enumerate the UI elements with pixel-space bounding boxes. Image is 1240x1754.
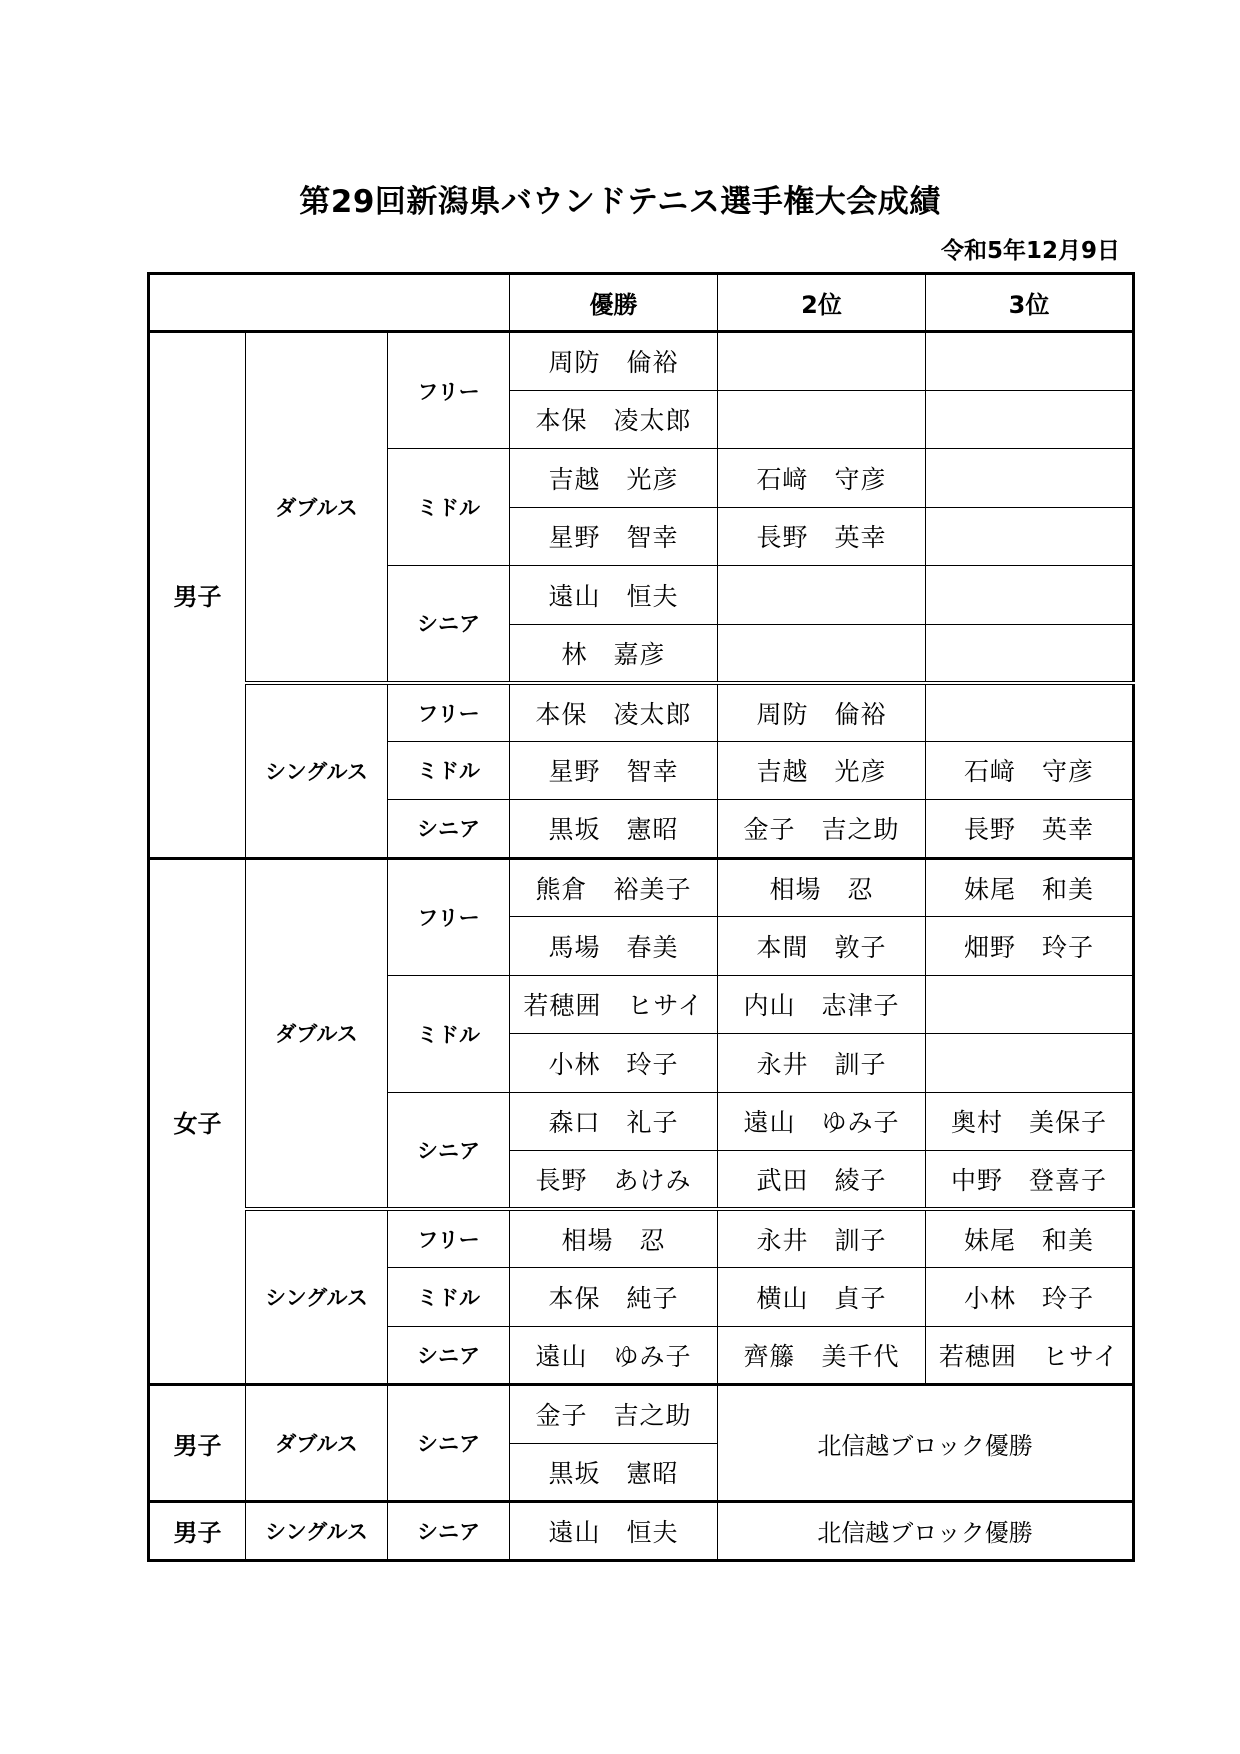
women-doubles-middle-first-1: 若穂囲 ヒサイ [510,975,718,1034]
men-singles-senior-first: 黒坂 憲昭 [510,800,718,859]
block-singles-men-label: 男子 [149,1502,246,1561]
women-doubles-senior-first-1: 森口 礼子 [510,1092,718,1151]
men-doubles-senior-third-1 [926,566,1134,625]
block-doubles-first-2: 黒坂 憲昭 [510,1443,718,1502]
women-doubles-free-label: フリー [388,858,510,975]
men-doubles-senior-third-2 [926,624,1134,683]
women-singles-middle-label: ミドル [388,1268,510,1327]
block-doubles-senior-label: シニア [388,1385,510,1502]
women-singles-free-third: 妹尾 和美 [926,1209,1134,1268]
men-doubles-middle-third-2 [926,507,1134,566]
women-doubles-senior-third-2: 中野 登喜子 [926,1151,1134,1210]
block-singles-senior-label: シニア [388,1502,510,1561]
block-doubles-men-label: 男子 [149,1385,246,1502]
women-doubles-middle-second-2: 永井 訓子 [718,1034,926,1093]
men-singles-middle-label: ミドル [388,741,510,800]
men-singles-free-label: フリー [388,683,510,742]
women-singles-label: シングルス [246,1209,388,1385]
women-doubles-senior-second-2: 武田 綾子 [718,1151,926,1210]
women-singles-free-label: フリー [388,1209,510,1268]
women-doubles-label: ダブルス [246,858,388,1209]
men-doubles-free-second-2 [718,390,926,449]
women-doubles-senior-second-1: 遠山 ゆみ子 [718,1092,926,1151]
table-row [149,332,1134,391]
section-women: 女子 [149,858,246,1385]
header-first: 優勝 [510,274,718,332]
men-doubles-senior-second-2 [718,624,926,683]
table-row [149,1385,1134,1444]
women-doubles-free-second-1: 相場 忍 [718,858,926,917]
women-doubles-free-first-2: 馬場 春美 [510,917,718,976]
men-doubles-free-label: フリー [388,332,510,449]
men-doubles-senior-second-1 [718,566,926,625]
men-doubles-middle-second-1: 石﨑 守彦 [718,449,926,508]
women-singles-middle-second: 横山 貞子 [718,1268,926,1327]
men-singles-middle-third: 石﨑 守彦 [926,741,1134,800]
women-doubles-senior-label: シニア [388,1092,510,1209]
women-doubles-free-third-2: 畑野 玲子 [926,917,1134,976]
men-singles-label: シングルス [246,683,388,859]
men-singles-free-second: 周防 倫裕 [718,683,926,742]
men-singles-middle-first: 星野 智幸 [510,741,718,800]
men-singles-senior-second: 金子 吉之助 [718,800,926,859]
men-doubles-free-third-2 [926,390,1134,449]
table-row [149,1502,1134,1561]
men-doubles-free-first-2: 本保 凌太郎 [510,390,718,449]
women-doubles-middle-label: ミドル [388,975,510,1092]
header-second: 2位 [718,274,926,332]
block-singles-first: 遠山 恒夫 [510,1502,718,1561]
women-doubles-senior-third-1: 奥村 美保子 [926,1092,1134,1151]
block-singles-note: 北信越ブロック優勝 [718,1502,1134,1561]
men-singles-middle-second: 吉越 光彦 [718,741,926,800]
men-singles-free-first: 本保 凌太郎 [510,683,718,742]
women-doubles-middle-first-2: 小林 玲子 [510,1034,718,1093]
page-title: 第29回新潟県バウンドテニス選手権大会成績 [299,184,941,220]
table-row [149,1209,1134,1268]
men-singles-senior-third: 長野 英幸 [926,800,1134,859]
women-doubles-middle-third-2 [926,1034,1134,1093]
women-doubles-middle-second-1: 内山 志津子 [718,975,926,1034]
women-singles-senior-third: 若穂囲 ヒサイ [926,1326,1134,1385]
women-singles-senior-second: 齊籐 美千代 [718,1326,926,1385]
men-doubles-label: ダブルス [246,332,388,683]
section-men: 男子 [149,332,246,859]
table-row [149,683,1134,742]
women-doubles-free-second-2: 本間 敦子 [718,917,926,976]
header-row [149,274,1134,332]
men-doubles-middle-second-2: 長野 英幸 [718,507,926,566]
men-doubles-free-second-1 [718,332,926,391]
women-doubles-free-third-1: 妹尾 和美 [926,858,1134,917]
men-singles-free-third [926,683,1134,742]
women-singles-senior-first: 遠山 ゆみ子 [510,1326,718,1385]
men-doubles-free-first-1: 周防 倫裕 [510,332,718,391]
women-singles-middle-first: 本保 純子 [510,1268,718,1327]
men-doubles-middle-first-1: 吉越 光彦 [510,449,718,508]
block-doubles-note: 北信越ブロック優勝 [718,1385,1134,1502]
women-singles-senior-label: シニア [388,1326,510,1385]
block-doubles-label: ダブルス [246,1385,388,1502]
men-singles-senior-label: シニア [388,800,510,859]
block-singles-label: シングルス [246,1502,388,1561]
women-doubles-free-first-1: 熊倉 裕美子 [510,858,718,917]
men-doubles-senior-first-2: 林 嘉彦 [510,624,718,683]
women-doubles-middle-third-1 [926,975,1134,1034]
header-third: 3位 [926,274,1134,332]
event-date: 令和5年12月9日 [940,238,1120,264]
men-doubles-senior-first-1: 遠山 恒夫 [510,566,718,625]
women-singles-free-second: 永井 訓子 [718,1209,926,1268]
men-doubles-middle-label: ミドル [388,449,510,566]
results-table [147,272,1135,1562]
men-doubles-free-third-1 [926,332,1134,391]
men-doubles-middle-first-2: 星野 智幸 [510,507,718,566]
men-doubles-middle-third-1 [926,449,1134,508]
table-row [149,858,1134,917]
women-singles-middle-third: 小林 玲子 [926,1268,1134,1327]
women-doubles-senior-first-2: 長野 あけみ [510,1151,718,1210]
header-blank [149,274,510,332]
block-doubles-first-1: 金子 吉之助 [510,1385,718,1444]
women-singles-free-first: 相場 忍 [510,1209,718,1268]
men-doubles-senior-label: シニア [388,566,510,683]
